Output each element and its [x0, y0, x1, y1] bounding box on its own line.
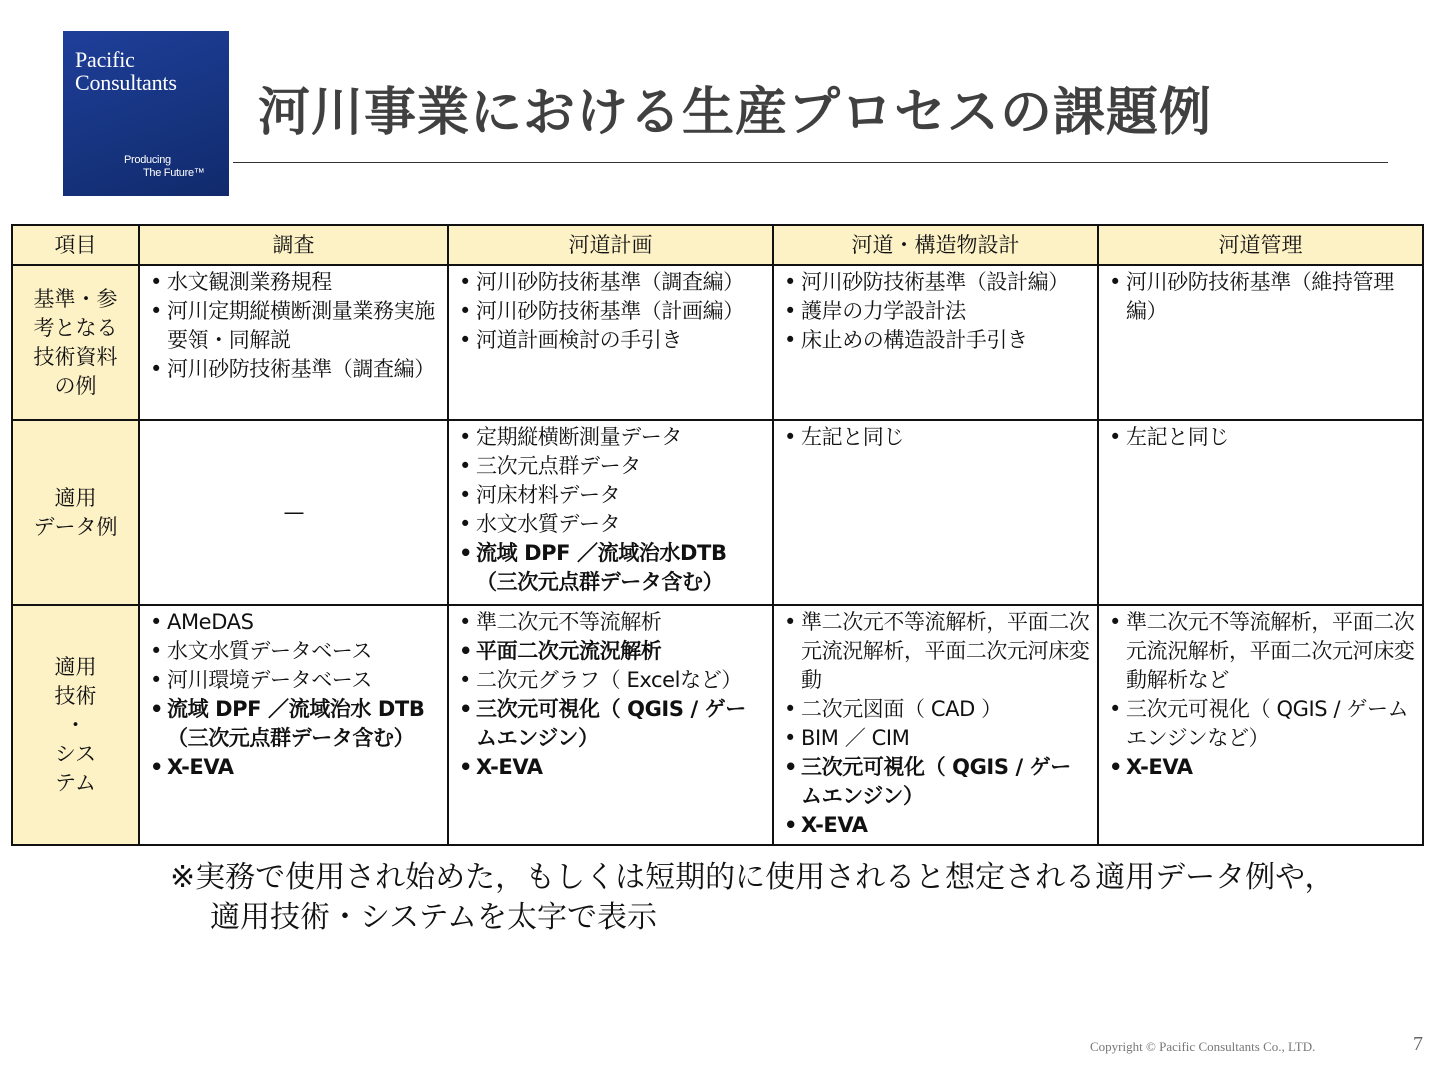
- table-cell: [1098, 605, 1423, 845]
- list-item: • 河川砂防技術基準（調査編）: [147, 355, 441, 384]
- list-item: • 河川環境データベース: [147, 666, 441, 695]
- bullet-list: [147, 608, 441, 782]
- header-cell-survey: 調査: [139, 225, 448, 265]
- list-item: • 流域 DPF ／流域治水DTB （三次元点群データ含む）: [456, 539, 766, 597]
- list-item: • 準二次元不等流解析，平面二次元流況解析，平面二次元河床変動: [781, 608, 1091, 695]
- list-item: • 河川砂防技術基準（維持管理編）: [1106, 268, 1416, 326]
- title-divider: [233, 162, 1388, 163]
- list-item: • BIM ／ CIM: [781, 724, 1091, 753]
- bullet-list: [781, 423, 1091, 452]
- table-cell: [1098, 420, 1423, 605]
- list-item: • AMeDAS: [147, 608, 441, 637]
- table-row: [12, 420, 1423, 605]
- footnote: [170, 858, 1400, 938]
- table-cell: [1098, 265, 1423, 420]
- bullet-list: [456, 608, 766, 782]
- list-item: • 三次元点群データ: [456, 452, 766, 481]
- table-header-row: [12, 225, 1423, 265]
- list-item: • 河道計画検討の手引き: [456, 326, 766, 355]
- bullet-list: [781, 268, 1091, 355]
- header-cell-channel-management: 河道管理: [1098, 225, 1423, 265]
- bullet-list: [456, 268, 766, 355]
- list-item: • 水文水質データベース: [147, 637, 441, 666]
- row-header-line: 適用: [54, 485, 97, 510]
- row-header-cell: [12, 265, 139, 420]
- header-cell-item: 項目: [12, 225, 139, 265]
- list-item: • 三次元可視化（ QGIS / ゲームエンジン）: [781, 753, 1091, 811]
- logo-tagline-line2: The Future™: [143, 167, 205, 179]
- list-item: • 左記と同じ: [781, 423, 1091, 452]
- list-item: • X-EVA: [147, 753, 441, 782]
- table-cell: [139, 605, 448, 845]
- list-item: • 左記と同じ: [1106, 423, 1416, 452]
- row-header-cell: [12, 420, 139, 605]
- bullet-list: [1106, 608, 1416, 782]
- row-header-cell: [12, 605, 139, 845]
- row-header-line: 適用: [54, 654, 97, 679]
- list-item: • 三次元可視化（ QGIS / ゲームエンジン）: [456, 695, 766, 753]
- row-header-line: の例: [54, 373, 97, 398]
- list-item: • 二次元図面（ CAD ）: [781, 695, 1091, 724]
- row-header-line: 考となる: [33, 315, 118, 340]
- list-item: • 平面二次元流況解析: [456, 637, 766, 666]
- bullet-list: [1106, 423, 1416, 452]
- bullet-list: [781, 608, 1091, 840]
- list-item: • 準二次元不等流解析: [456, 608, 766, 637]
- table-cell: [448, 420, 773, 605]
- list-item: • X-EVA: [781, 811, 1091, 840]
- list-item: • 二次元グラフ（ Excelなど）: [456, 666, 766, 695]
- row-header-line: テム: [55, 770, 96, 795]
- page-title: 河川事業における生産プロセスの課題例: [258, 83, 1213, 143]
- footnote-line2: 適用技術・システムを太字で表示: [210, 900, 657, 935]
- bullet-list: [1106, 268, 1416, 326]
- table-cell: [773, 420, 1098, 605]
- header-cell-structure-design: 河道・構造物設計: [773, 225, 1098, 265]
- table-row: [12, 265, 1423, 420]
- table-cell: [139, 265, 448, 420]
- table-cell: [773, 265, 1098, 420]
- logo-tagline: [124, 154, 205, 180]
- copyright-text: Copyright © Pacific Consultants Co., LTD.: [1090, 1039, 1316, 1054]
- empty-dash: —: [283, 500, 305, 524]
- list-item: • X-EVA: [1106, 753, 1416, 782]
- list-item: • 床止めの構造設計手引き: [781, 326, 1091, 355]
- table-cell: [448, 265, 773, 420]
- list-item: • 河川砂防技術基準（調査編）: [456, 268, 766, 297]
- row-header-line: 技術資料: [33, 344, 118, 369]
- list-item: • 三次元可視化（ QGIS / ゲームエンジンなど）: [1106, 695, 1416, 753]
- list-item: • 水文観測業務規程: [147, 268, 441, 297]
- logo-tagline-line1: Producing: [124, 154, 171, 166]
- logo-brand-line2: Consultants: [75, 70, 177, 95]
- issues-table: [11, 224, 1424, 846]
- header-cell-channel-plan: 河道計画: [448, 225, 773, 265]
- list-item: • X-EVA: [456, 753, 766, 782]
- list-item: • 河川砂防技術基準（設計編）: [781, 268, 1091, 297]
- company-logo: [63, 31, 229, 196]
- list-item: • 準二次元不等流解析，平面二次元流況解析，平面二次元河床変動解析など: [1106, 608, 1416, 695]
- list-item: • 河床材料データ: [456, 481, 766, 510]
- list-item: • 水文水質データ: [456, 510, 766, 539]
- list-item: • 河川砂防技術基準（計画編）: [456, 297, 766, 326]
- row-header-line: ・: [65, 712, 86, 737]
- table-row: [12, 605, 1423, 845]
- page-number: 7: [1413, 1033, 1423, 1055]
- bullet-list: [456, 423, 766, 597]
- footnote-line1: ※実務で使用され始めた，もしくは短期的に使用されると想定される適用データ例や，: [170, 860, 1335, 895]
- list-item: • 定期縦横断測量データ: [456, 423, 766, 452]
- row-header-line: データ例: [33, 514, 118, 539]
- list-item: • 河川定期縦横断測量業務実施要領・同解説: [147, 297, 441, 355]
- list-item: • 流域 DPF ／流域治水 DTB （三次元点群データ含む）: [147, 695, 441, 753]
- row-header-line: 基準・参: [33, 286, 118, 311]
- logo-brand-line1: Pacific: [75, 47, 135, 72]
- bullet-list: [147, 268, 441, 384]
- table-cell: [448, 605, 773, 845]
- table-cell: [773, 605, 1098, 845]
- table-cell: [139, 420, 448, 605]
- row-header-line: 技術: [54, 683, 97, 708]
- list-item: • 護岸の力学設計法: [781, 297, 1091, 326]
- row-header-line: シス: [54, 741, 97, 766]
